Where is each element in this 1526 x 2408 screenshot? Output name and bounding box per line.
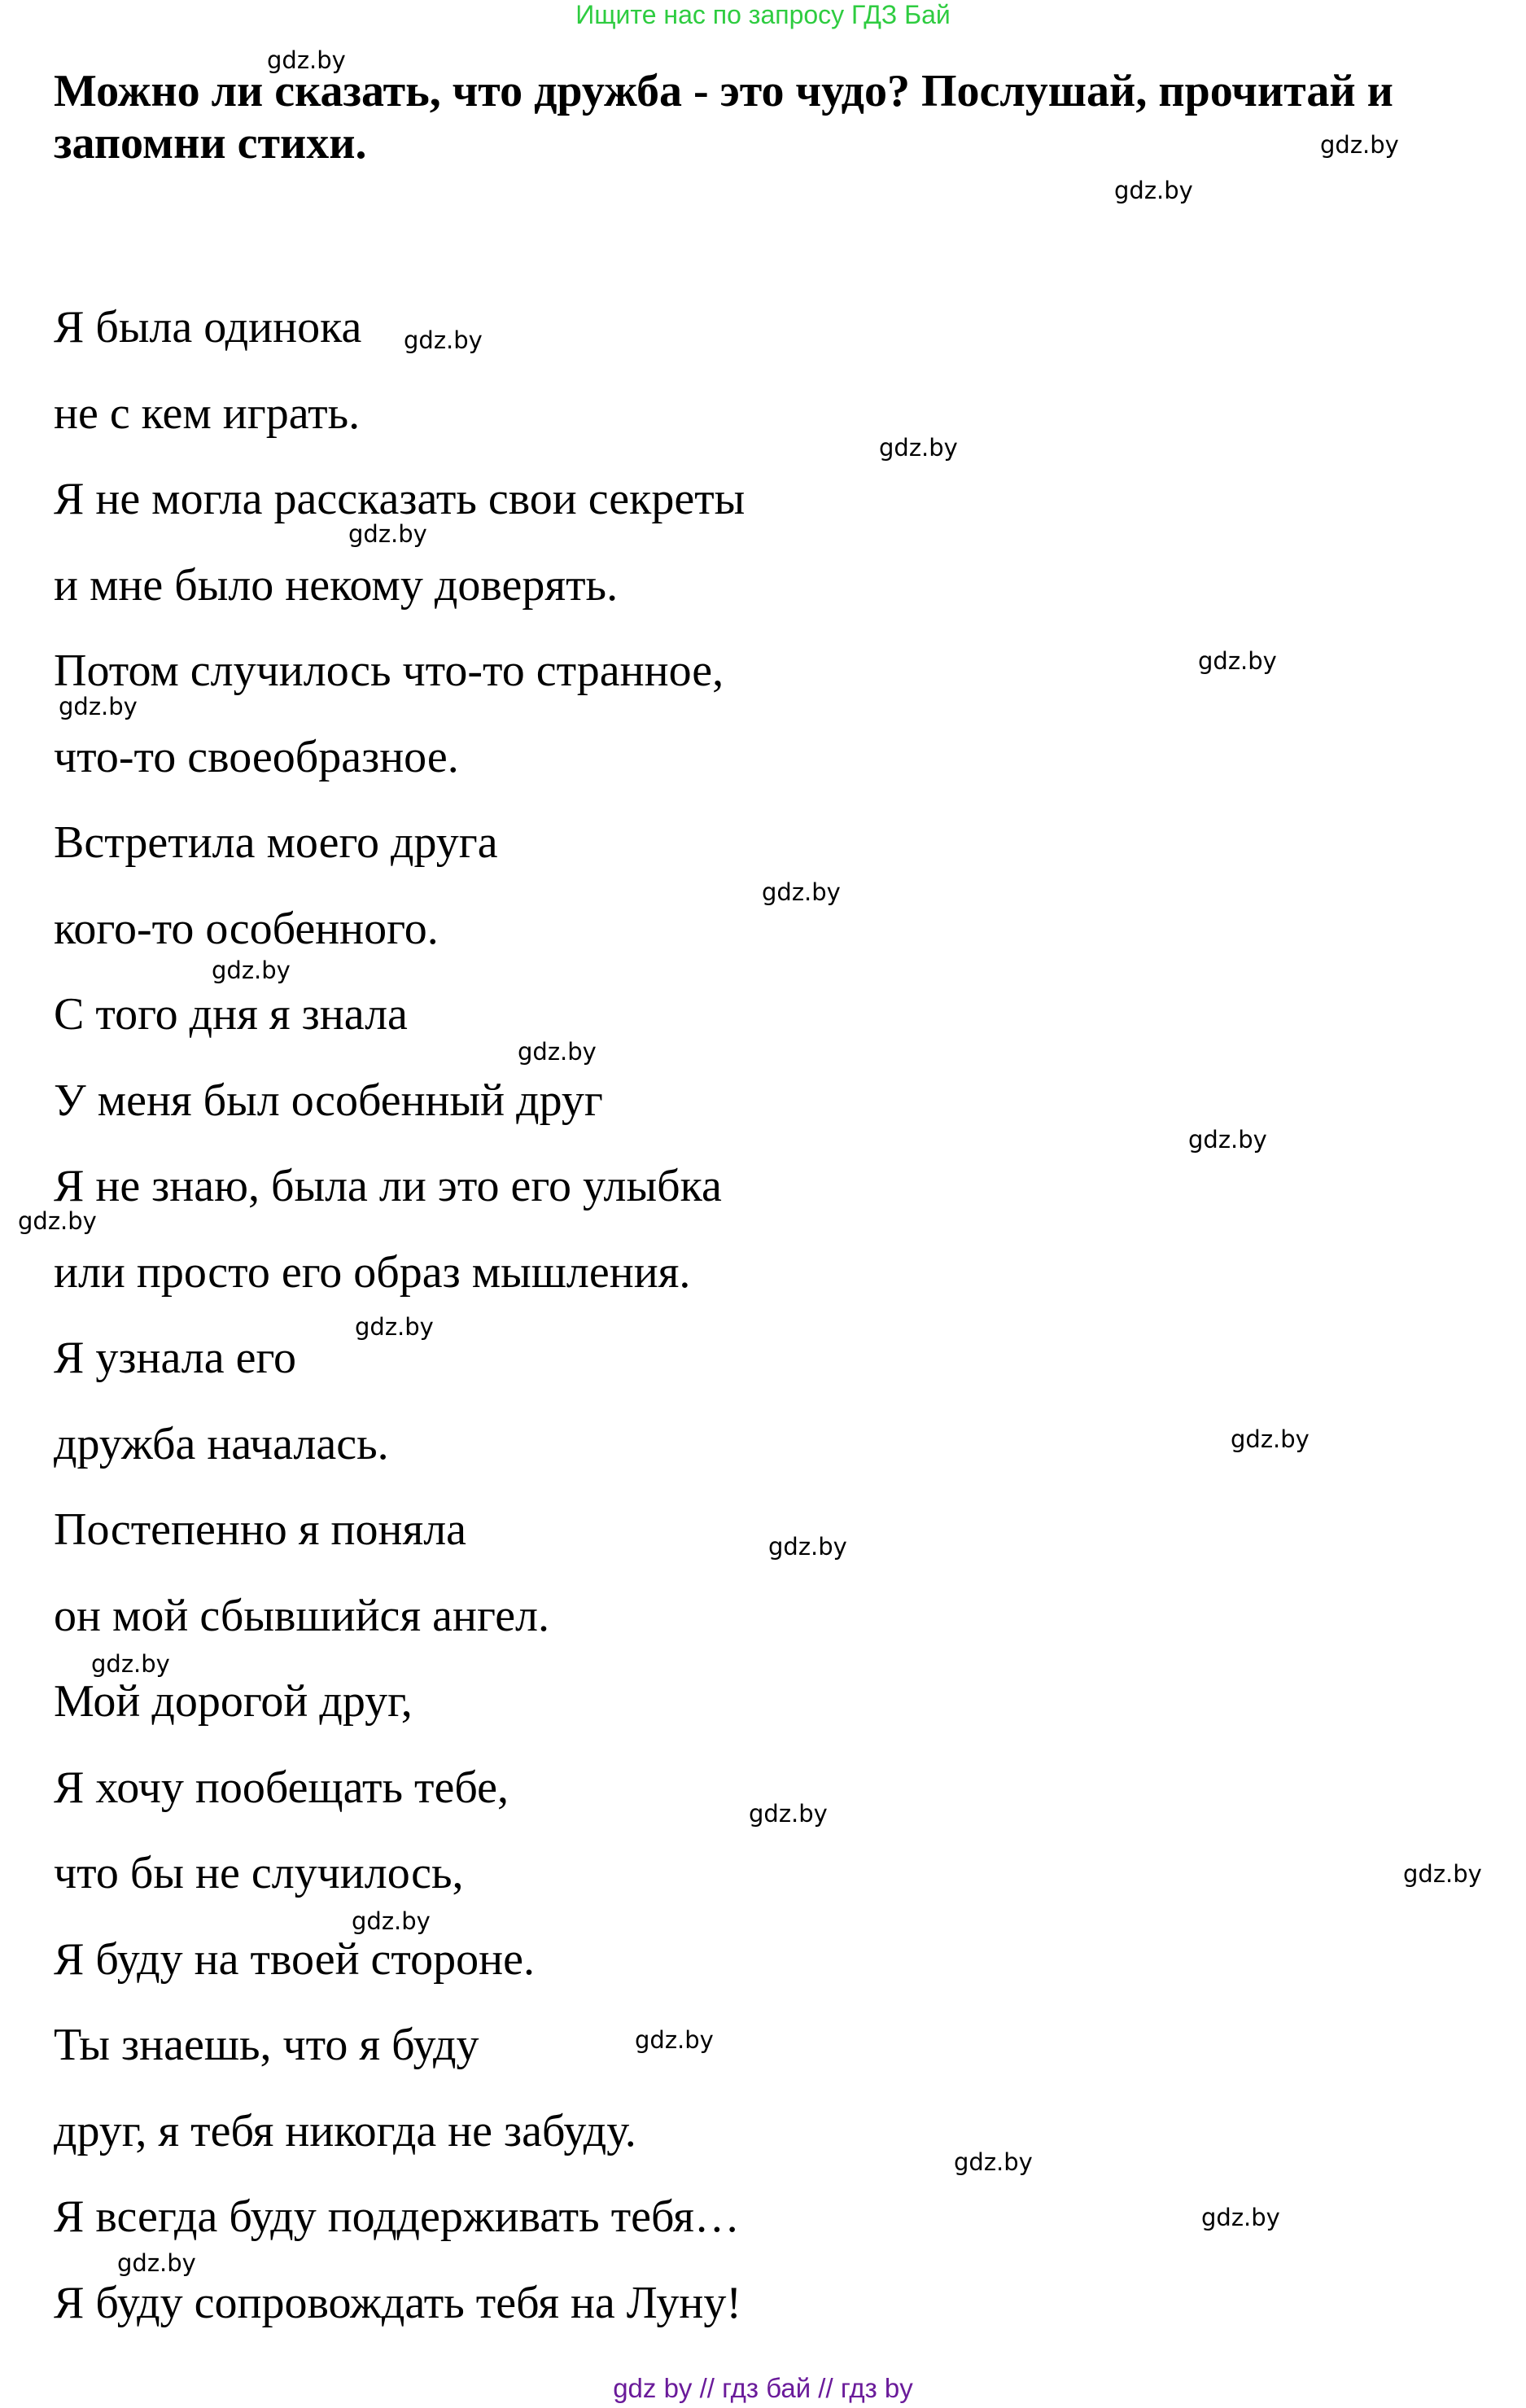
watermark: gdz.by <box>1403 1860 1482 1888</box>
watermark: gdz.by <box>352 1907 431 1935</box>
poem-line: Я узнала его <box>54 1333 297 1383</box>
watermark: gdz.by <box>267 46 346 74</box>
watermark: gdz.by <box>762 878 841 906</box>
top-banner: Ищите нас по запросу ГДЗ Бай <box>575 0 951 29</box>
watermark: gdz.by <box>1320 131 1399 159</box>
poem-line: Встретила моего друга <box>54 817 498 868</box>
watermark: gdz.by <box>1198 647 1277 675</box>
watermark: gdz.by <box>117 2249 196 2277</box>
watermark: gdz.by <box>1188 1126 1267 1154</box>
poem-line: Я всегда буду поддерживать тебя… <box>54 2191 740 2242</box>
poem-line: Мой дорогой друг, <box>54 1676 413 1727</box>
poem-line: Я не знаю, была ли это его улыбка <box>54 1161 722 1211</box>
poem-line: Потом случилось что-то странное, <box>54 646 724 696</box>
poem-line: Я буду сопровождать тебя на Луну! <box>54 2277 741 2328</box>
watermark: gdz.by <box>404 326 483 354</box>
poem-line: что-то своеобразное. <box>54 731 459 782</box>
poem-line: Ты знаешь, что я буду <box>54 2020 479 2070</box>
poem-line: С того дня я знала <box>54 989 408 1040</box>
watermark: gdz.by <box>768 1533 847 1561</box>
poem-line: Я не могла рассказать свои секреты <box>54 474 746 524</box>
poem-line: друг, я тебя никогда не забуду. <box>54 2105 636 2156</box>
footer-links: gdz by // гдз бай // гдз by <box>613 2373 913 2403</box>
watermark: gdz.by <box>954 2148 1033 2176</box>
watermark: gdz.by <box>348 520 427 548</box>
watermark: gdz.by <box>635 2026 714 2054</box>
poem-line: он мой сбывшийся ангел. <box>54 1590 549 1641</box>
watermark: gdz.by <box>1114 177 1193 204</box>
poem-line: или просто его образ мышления. <box>54 1246 691 1298</box>
poem-line: что бы не случилось, <box>54 1848 464 1898</box>
watermark: gdz.by <box>59 693 138 720</box>
poem-line: Я буду на твоей стороне. <box>54 1933 535 1985</box>
watermark: gdz.by <box>749 1800 828 1828</box>
watermark: gdz.by <box>212 957 291 984</box>
watermark: gdz.by <box>355 1313 434 1341</box>
poem-line: У меня был особенный друг <box>54 1075 603 1126</box>
poem-line: кого-то особенного. <box>54 903 439 954</box>
watermark: gdz.by <box>1231 1425 1310 1453</box>
watermark: gdz.by <box>518 1038 597 1066</box>
watermark: gdz.by <box>91 1650 170 1678</box>
poem-line: не с кем играть. <box>54 387 361 439</box>
watermark: gdz.by <box>879 434 958 462</box>
poem-line: Постепенно я поняла <box>54 1504 467 1555</box>
watermark: gdz.by <box>18 1207 97 1235</box>
poem-line: Я хочу пообещать тебе, <box>54 1762 509 1813</box>
watermark: gdz.by <box>1201 2204 1280 2231</box>
poem-line: и мне было некому доверять. <box>54 559 619 611</box>
poem-line: дружба началась. <box>54 1418 389 1469</box>
poem-line: Я была одинока <box>54 302 362 352</box>
page-title: Можно ли сказать, что дружба - это чудо? Послушай, прочитай и запомни стихи. <box>54 66 1393 169</box>
